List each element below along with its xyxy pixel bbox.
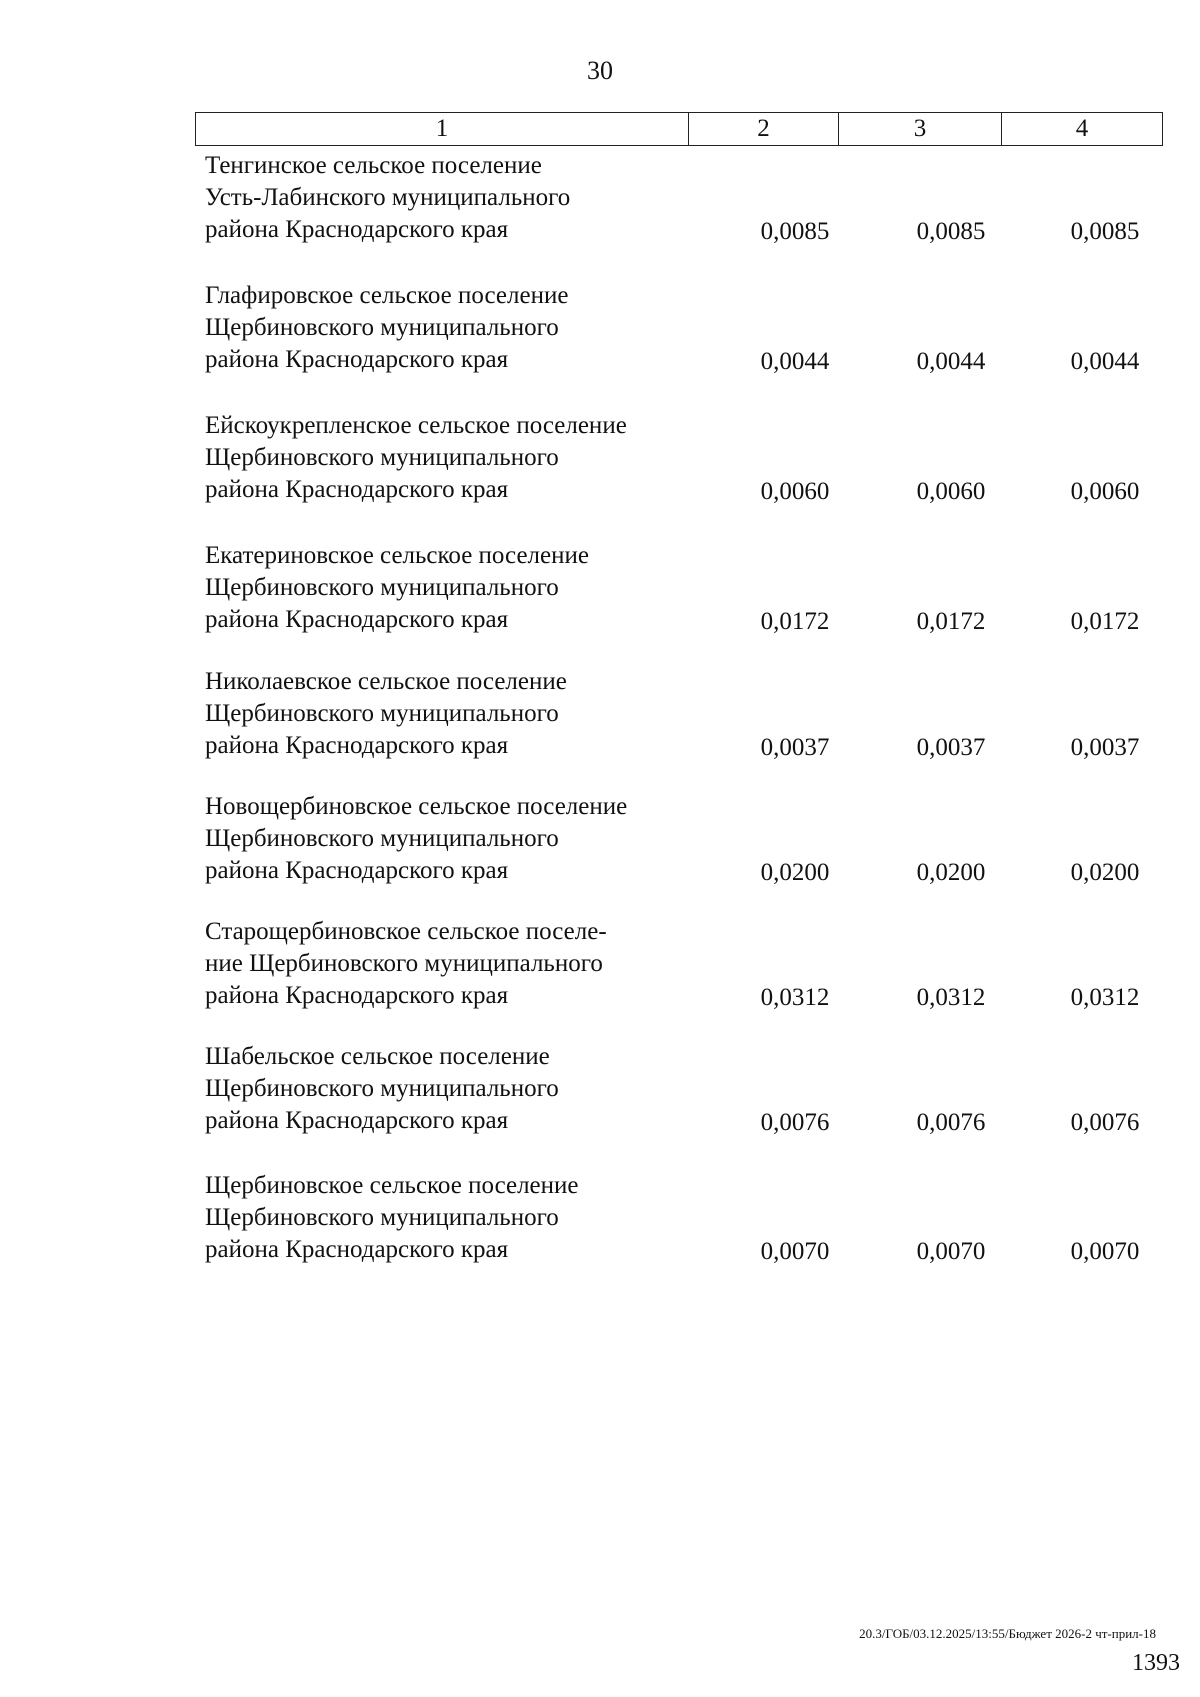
- value-col-2: 0,0172: [760, 608, 830, 635]
- settlement-name: Глафировское сельское поселение Щербиновского муниципального района Краснодарского края: [205, 282, 569, 373]
- table-row: [0, 410, 1200, 510]
- value-col-4: 0,0312: [1070, 984, 1140, 1011]
- table-row: [0, 791, 1200, 891]
- table-row: [0, 280, 1200, 380]
- value-col-2: 0,0070: [760, 1238, 830, 1265]
- value-col-4: 0,0037: [1070, 734, 1140, 761]
- table-row: [0, 666, 1200, 766]
- table-row: [0, 150, 1200, 250]
- settlement-name: Шабельское сельское поселение Щербиновского муниципального района Краснодарского края: [205, 1043, 559, 1134]
- table-row: [0, 540, 1200, 640]
- value-col-3: 0,0060: [916, 478, 986, 505]
- settlement-name: Николаевское сельское поселение Щербиновского муниципального района Краснодарского края: [205, 668, 567, 759]
- value-col-4: 0,0076: [1070, 1109, 1140, 1136]
- header-col-3: 3: [839, 113, 1002, 146]
- settlement-name: Старощербиновское сельское поселе- ние Щербиновского муниципального района Краснодарского края: [205, 918, 607, 1009]
- table-row: [0, 916, 1200, 1016]
- value-col-2: 0,0060: [760, 478, 830, 505]
- value-col-3: 0,0085: [916, 218, 986, 245]
- value-col-3: 0,0312: [916, 984, 986, 1011]
- value-col-3: 0,0044: [916, 348, 986, 375]
- value-col-4: 0,0085: [1070, 218, 1140, 245]
- value-col-2: 0,0200: [760, 859, 830, 886]
- footer-page-number: 1393: [1132, 1650, 1180, 1676]
- value-col-4: 0,0172: [1070, 608, 1140, 635]
- value-col-3: 0,0076: [916, 1109, 986, 1136]
- table-row: [0, 1170, 1200, 1270]
- value-col-4: 0,0044: [1070, 348, 1140, 375]
- value-col-2: 0,0085: [760, 218, 830, 245]
- value-col-4: 0,0060: [1070, 478, 1140, 505]
- settlement-name: Екатериновское сельское поселение Щербиновского муниципального района Краснодарского края: [205, 542, 589, 633]
- value-col-3: 0,0070: [916, 1238, 986, 1265]
- header-col-1: 1: [196, 113, 689, 146]
- header-col-4: 4: [1002, 113, 1163, 146]
- settlement-name: Ейскоукрепленское сельское поселение Щербиновского муниципального района Краснодарского края: [205, 412, 627, 503]
- document-code: 20.3/ГОБ/03.12.2025/13:55/Бюджет 2026-2 чт-прил-18: [859, 1626, 1156, 1641]
- value-col-2: 0,0044: [760, 348, 830, 375]
- settlement-name: Новощербиновское сельское поселение Щербиновского муниципального района Краснодарского края: [205, 793, 628, 884]
- value-col-2: 0,0312: [760, 984, 830, 1011]
- value-col-3: 0,0037: [916, 734, 986, 761]
- value-col-4: 0,0200: [1070, 859, 1140, 886]
- value-col-4: 0,0070: [1070, 1238, 1140, 1265]
- settlement-name: Щербиновское сельское поселение Щербиновского муниципального района Краснодарского края: [205, 1172, 579, 1263]
- value-col-2: 0,0037: [760, 734, 830, 761]
- value-col-2: 0,0076: [760, 1109, 830, 1136]
- settlement-name: Тенгинское сельское поселение Усть-Лабинского муниципального района Краснодарского края: [205, 152, 571, 243]
- value-col-3: 0,0200: [916, 859, 986, 886]
- header-col-2: 2: [689, 113, 839, 146]
- value-col-3: 0,0172: [916, 608, 986, 635]
- page-number: 30: [587, 56, 613, 85]
- table-header: [195, 112, 1163, 146]
- table-row: [0, 1041, 1200, 1141]
